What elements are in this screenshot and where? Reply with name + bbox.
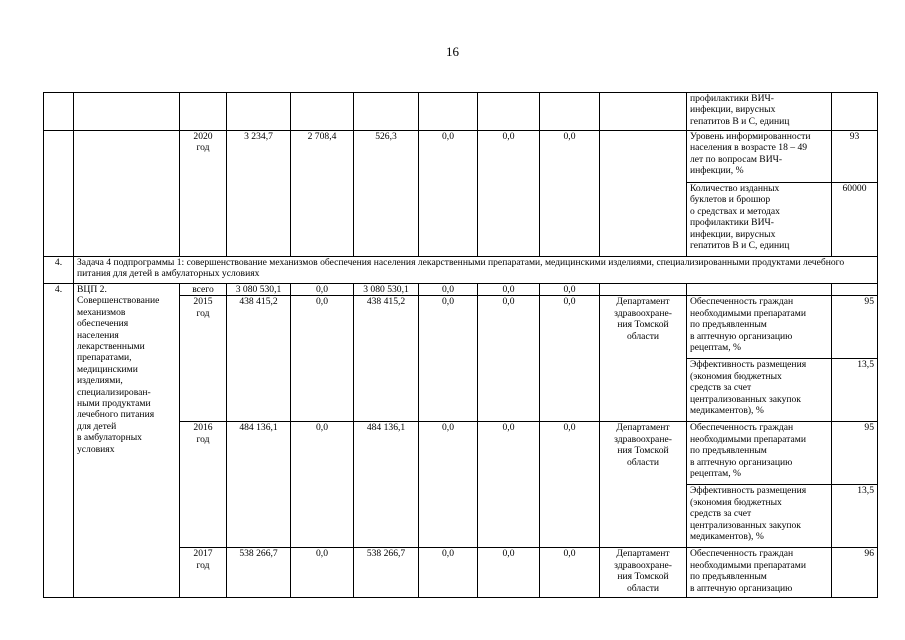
indicator-cell: Обеспеченность граждан необходимыми препаратами по предъявленным в аптечную организацию рецептам, % <box>687 422 832 485</box>
regional-cell: 438 415,2 <box>354 296 419 422</box>
indicator-cell: Уровень информированности населения в возрасте 18 – 49 лет по вопросам ВИЧ- инфекции, % <box>687 131 832 183</box>
other-cell: 0,0 <box>478 131 540 257</box>
other-cell: 0,0 <box>478 284 540 296</box>
indicator-value: 96 <box>832 548 878 598</box>
federal-cell: 2 708,4 <box>291 131 354 257</box>
vcp-title: ВЦП 2. <box>77 284 107 295</box>
task-description: Задача 4 подпрограммы 1: совершенствование механизмов обеспечения населения лекарственными препаратами, медицинскими изделиями, специализированными продуктами лечебного питания для детей в амбулаторных условиях <box>74 257 878 284</box>
table-row <box>44 93 878 131</box>
extra-cell: 0,0 <box>540 296 600 422</box>
regional-cell: 538 266,7 <box>354 548 419 598</box>
federal-cell: 0,0 <box>291 422 354 548</box>
federal-cell: 0,0 <box>291 548 354 598</box>
indicator-value: 93 <box>832 131 878 183</box>
indicator-cell: профилактики ВИЧ- инфекции, вирусных гепатитов В и С, единиц <box>687 93 832 131</box>
total-label: всего <box>180 284 227 296</box>
vcp-description: Совершенствование механизмов обеспечения населения лекарственными препаратами, медицинскими изделиями, специализирован- ными продуктами лечебного питания для детей в амбулаторных условиях <box>77 295 160 455</box>
table-row <box>44 131 878 183</box>
local-cell: 0,0 <box>419 131 478 257</box>
total-cell: 438 415,2 <box>227 296 291 422</box>
year-cell: 2020 год <box>180 131 227 257</box>
year-cell: 2017 год <box>180 548 227 598</box>
page-number: 16 <box>446 44 459 59</box>
local-cell: 0,0 <box>419 296 478 422</box>
indicator-value: 13,5 <box>832 359 878 422</box>
executor-cell: Департамент здравоохране- ния Томской области <box>600 422 687 548</box>
indicator-value: 60000 <box>832 183 878 257</box>
indicator-cell: Количество изданных буклетов и брошюр о средствах и методах профилактики ВИЧ- инфекции, вирусных гепатитов В и С, единиц <box>687 183 832 257</box>
task-number: 4. <box>44 257 74 284</box>
vcp-name-cell <box>74 284 180 598</box>
year-cell: 2015 год <box>180 296 227 422</box>
table-row <box>44 284 878 296</box>
indicator-cell: Обеспеченность граждан необходимыми препаратами по предъявленным в аптечную организацию рецептам, % <box>687 296 832 359</box>
executor-cell: Департамент здравоохране- ния Томской области <box>600 548 687 598</box>
total-cell: 484 136,1 <box>227 422 291 548</box>
extra-cell: 0,0 <box>540 422 600 548</box>
other-cell: 0,0 <box>478 422 540 548</box>
other-cell: 0,0 <box>478 296 540 422</box>
local-cell: 0,0 <box>419 422 478 548</box>
local-cell: 0,0 <box>419 284 478 296</box>
local-cell: 0,0 <box>419 548 478 598</box>
regional-cell: 526,3 <box>354 131 419 257</box>
regional-cell: 3 080 530,1 <box>354 284 419 296</box>
total-cell: 3 234,7 <box>227 131 291 257</box>
other-cell: 0,0 <box>478 548 540 598</box>
total-cell: 3 080 530,1 <box>227 284 291 296</box>
indicator-cell: Обеспеченность граждан необходимыми препаратами по предъявленным в аптечную организацию <box>687 548 832 598</box>
vcp-number: 4. <box>44 284 74 598</box>
extra-cell: 0,0 <box>540 131 600 257</box>
extra-cell: 0,0 <box>540 284 600 296</box>
total-cell: 538 266,7 <box>227 548 291 598</box>
indicator-value: 13,5 <box>832 485 878 548</box>
indicator-value: 95 <box>832 296 878 359</box>
program-table <box>43 92 878 598</box>
regional-cell: 484 136,1 <box>354 422 419 548</box>
indicator-cell: Эффективность размещения (экономия бюджетных средств за счет централизованных закупок медикаментов), % <box>687 359 832 422</box>
federal-cell: 0,0 <box>291 296 354 422</box>
executor-cell: Департамент здравоохране- ния Томской области <box>600 296 687 422</box>
executor-cell <box>600 131 687 257</box>
indicator-value: 95 <box>832 422 878 485</box>
table-row <box>44 257 878 284</box>
year-cell: 2016 год <box>180 422 227 548</box>
extra-cell: 0,0 <box>540 548 600 598</box>
federal-cell: 0,0 <box>291 284 354 296</box>
indicator-cell: Эффективность размещения (экономия бюджетных средств за счет централизованных закупок медикаментов), % <box>687 485 832 548</box>
